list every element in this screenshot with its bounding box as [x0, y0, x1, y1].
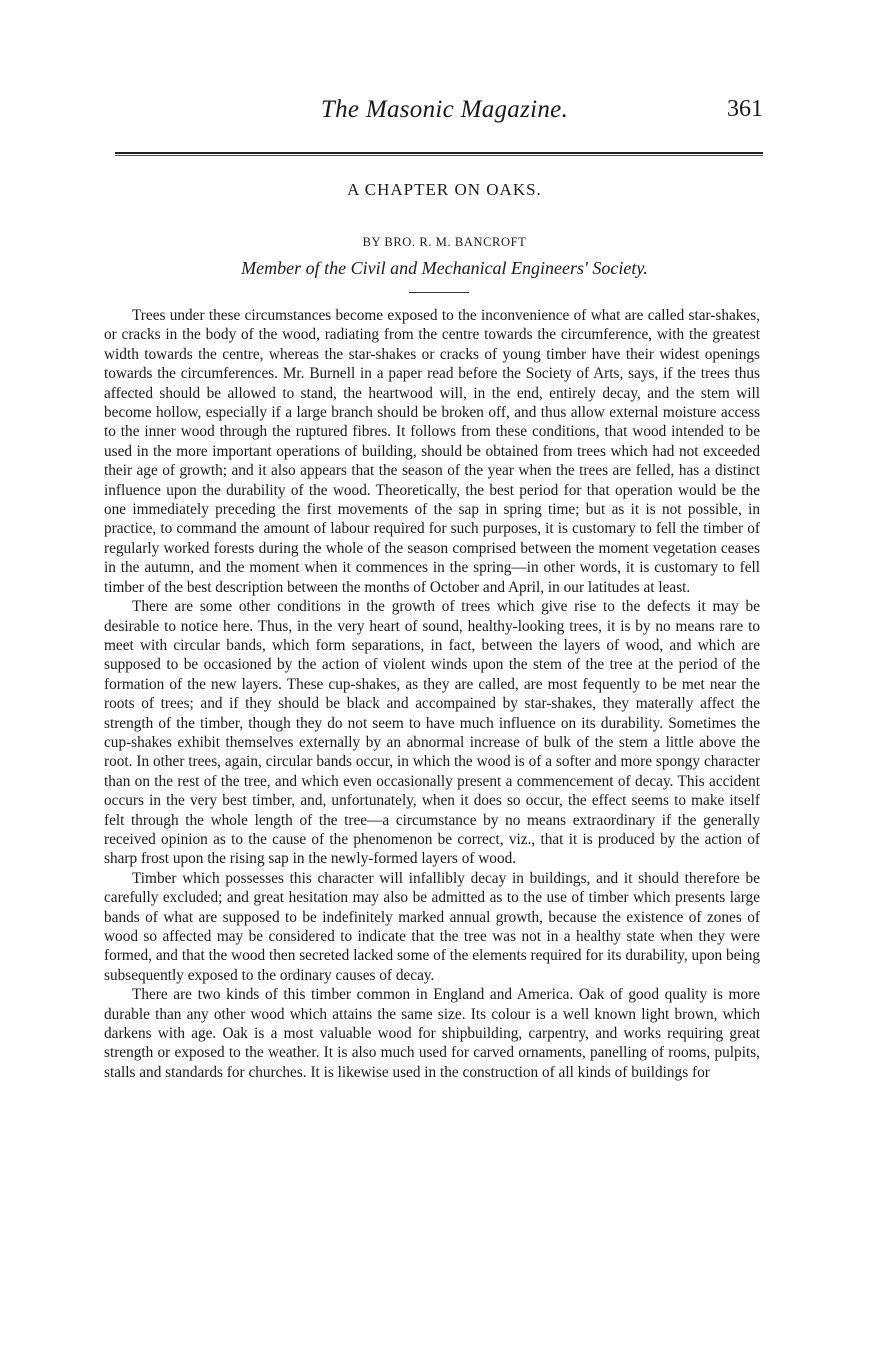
article-byline: BY BRO. R. M. BANCROFT	[362, 235, 527, 249]
paragraph: There are some other conditions in the growth of trees which give rise to the defects it may be desirable to notice here. Thus, in the very heart of sound, healthy-looking trees, it is by no means rare to meet with circular bands, which form separations, in fact, between the layers of wood, and which are supposed to be occasioned by the action of violent winds upon the stem of the tree at the period of the formation of the new layers. These cup-shakes, as they are called, are most fequently to be met near the roots of trees; and if they should be black and accompained by star-shakes, they materally affect the strength of the timber, though they do not seem to have much influence on its durability. Sometimes the cup-shakes exhibit themselves externally by an abnormal increase of bulk of the stem a little above the root. In other trees, again, circular bands occur, in which the wood is of a softer and more spongy character than on the rest of the tree, and which even occasionally present a commencement of decay. This accident occurs in the very best timber, and, unfortunately, when it does so occur, the effect seems to make itself felt through the whole length of the tree—a circumstance by no means extraordinary if the generally received opinion as to the cause of the phenomenon be correct, viz., that it is produced by the action of sharp frost upon the rising sap in the newly-formed layers of wood.	[104, 598, 760, 868]
header-rule	[115, 152, 763, 156]
author-affiliation: Member of the Civil and Mechanical Engineers' Society.	[241, 258, 648, 278]
magazine-title: The Masonic Magazine.	[320, 96, 569, 123]
running-head	[0, 92, 889, 132]
paragraph: Timber which possesses this character will infallibly decay in buildings, and it should therefore be carefully excluded; and great hesitation may also be admitted as to the use of timber which presents large bands of what are supposed to be indefinitely marked annual growth, because the existence of zones of wood so affected may be considered to indicate that the tree was not in a healthy state when they were formed, and that the wood then secreted lacked some of the elements required for its durability, upon being subsequently exposed to the ordinary causes of decay.	[104, 869, 760, 984]
paragraph: Trees under these circumstances become exposed to the inconvenience of what are called star-shakes, or cracks in the body of the wood, radiating from the centre towards the circumference, with the greatest width towards the centre, whereas the star-shakes or cracks of young timber have their widest openings towards the circumferences. Mr. Burnell in a paper read before the Society of Arts, says, if the trees thus affected should be allowed to stand, the heartwood will, in the end, entirely decay, and the stem will become hollow, especially if a large branch should be broken off, and thus allow external moisture access to the inner wood through the ruptured fibres. It follows from these conditions, that wood intended to be used in the more important operations of building, should be obtained from trees which had not exceeded their age of growth; and it also appears that the season of the year when the trees are felled, has a distinct influence upon the durability of the wood. Theoretically, the best period for that operation would be the one immediately preceding the first movements of the sap in spring time; but as it is not possible, in practice, to command the amount of labour required for such purposes, it is customary to fell the timber of regularly worked forests during the whole of the season comprised between the moment vegetation ceases in the autumn, and the moment when it commences in the spring—in other words, it is customary to fell timber of the best description between the months of October and April, in our latitudes at least.	[104, 307, 760, 596]
article-title: A CHAPTER ON OAKS.	[347, 180, 542, 199]
paragraph: There are two kinds of this timber common in England and America. Oak of good quality is more durable than any other wood which attains the same size. Its colour is a well known light brown, which darkens with age. Oak is a most valuable wood for shipbuilding, carpentry, and works requiring great strength or exposed to the weather. It is also much used for carved ornaments, panelling of rooms, pulpits, stalls and standards for churches. It is likewise used in the construction of all kinds of buildings for	[104, 986, 760, 1081]
page-number: 361	[727, 96, 763, 122]
title-divider	[409, 292, 469, 293]
article-body	[104, 306, 760, 1082]
